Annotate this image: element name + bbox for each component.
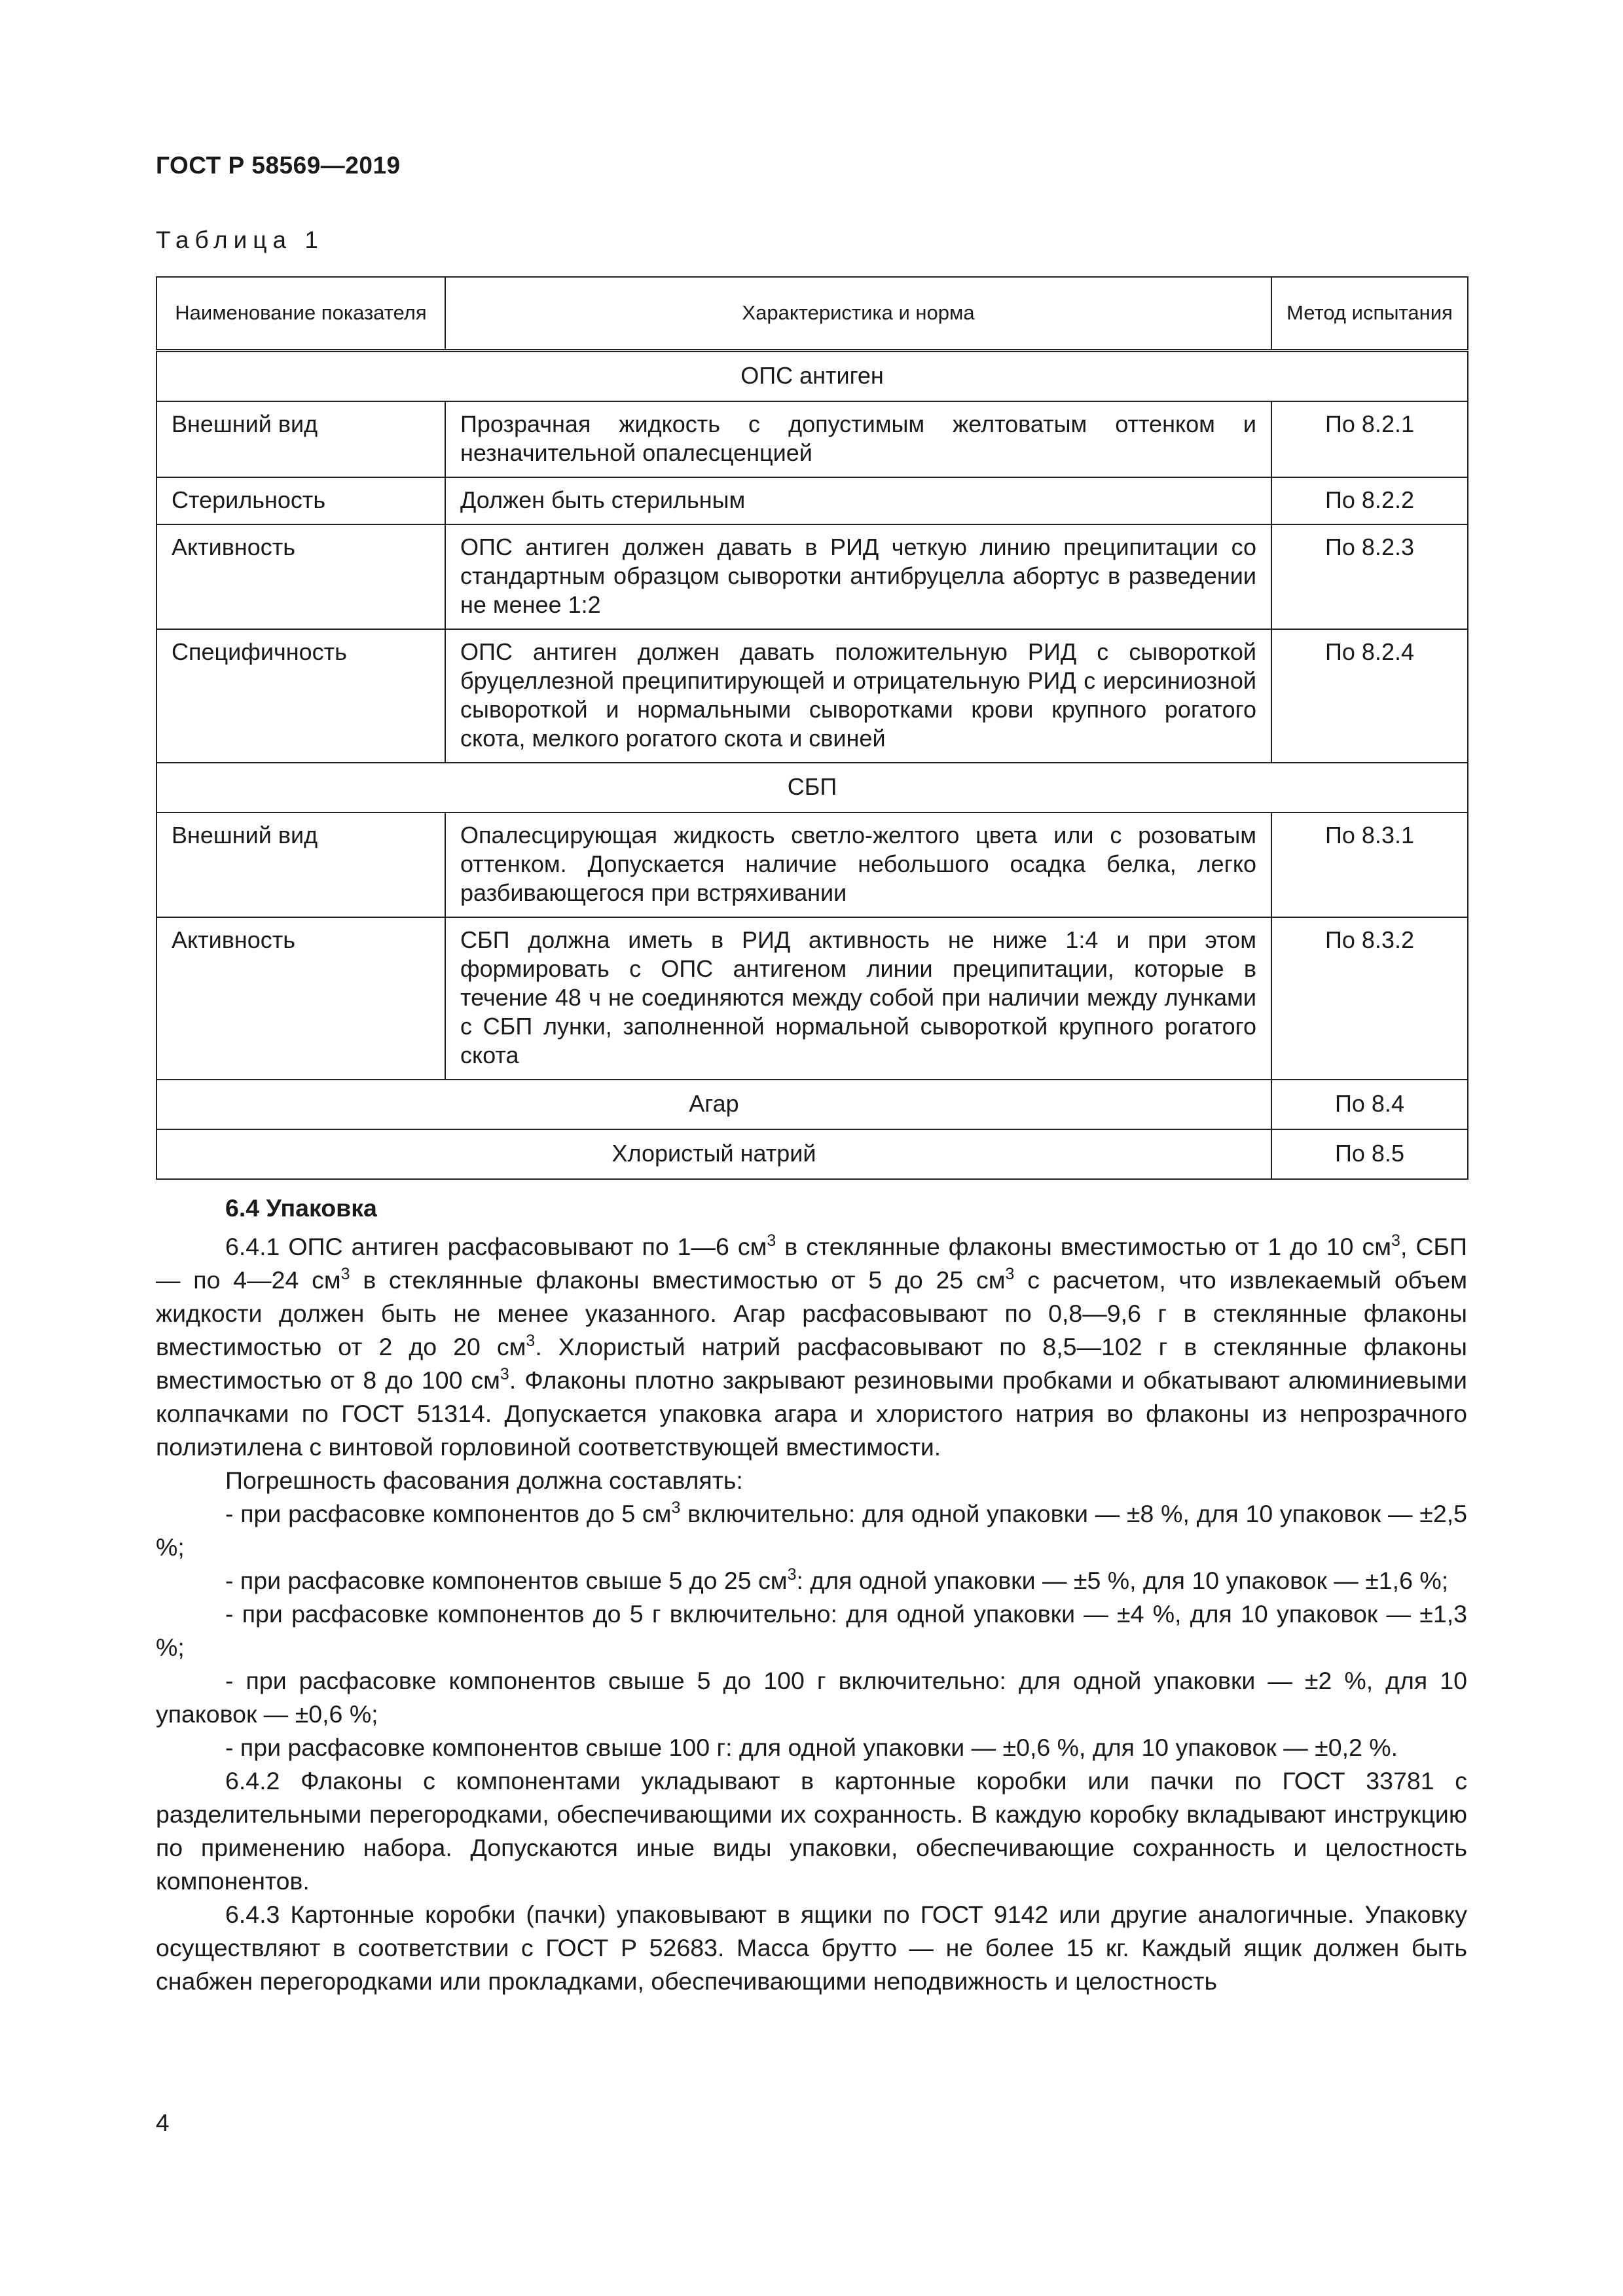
tolerance-intro: Погрешность фасования должна составлять: [225, 1467, 743, 1494]
row-name: Хлористый натрий [156, 1129, 1271, 1179]
row-name: Стерильность [156, 477, 445, 524]
text-run: в стеклянные флаконы вместимостью от 1 до 10 см [776, 1233, 1392, 1260]
tolerance-item: - при расфасовке компонентов свыше 5 до 100 г включительно: для одной упаковки — ±2 %, для 10 упаковок — ±0,6 %; [156, 1667, 1467, 1728]
table-row [156, 477, 1468, 524]
header-name: Наименование показателя [156, 277, 445, 350]
table-row [156, 524, 1468, 629]
superscript: 3 [340, 1265, 350, 1283]
superscript: 3 [1005, 1265, 1015, 1283]
text-run: 6.4.1 ОПС антиген расфасовывают по 1—6 см [225, 1233, 767, 1260]
row-desc: ОПС антиген должен давать в РИД четкую линию преципитации со стандартным образцом сыворотки антибруцелла абортус в разведении не менее 1:2 [445, 524, 1271, 629]
row-desc: СБП должна иметь в РИД активность не ниже 1:4 и при этом формировать с ОПС антигеном линии преципитации, которые в течение 48 ч не соединяются между собой при наличии между лунками с СБП лунки, заполненной нормальной сывороткой крупного рогатого скота [445, 917, 1271, 1080]
superscript: 3 [526, 1332, 536, 1350]
paragraph-6-4-1 [156, 1230, 1467, 1464]
text-run: . Хлористый натрий расфасовывают по 8,5—102 г в стеклянные флаконы вместимостью от 8 до 100 см [156, 1333, 1467, 1394]
row-name: Активность [156, 524, 445, 629]
tolerance-item [156, 1564, 1467, 1597]
row-name: Внешний вид [156, 401, 445, 477]
text-run: включительно: для одной упаковки — ±8 %, для 10 упаковок — ±2,5 %; [156, 1500, 1467, 1561]
superscript: 3 [767, 1231, 776, 1250]
page-number: 4 [156, 2109, 170, 2136]
section-body [156, 1192, 1467, 1998]
row-method: По 8.2.4 [1271, 629, 1468, 763]
text-run: : для одной упаковки — ±5 %, для 10 упаковок — ±1,6 %; [796, 1567, 1449, 1594]
table-caption: Таблица 1 [156, 227, 324, 253]
superscript: 3 [671, 1499, 681, 1517]
row-method: По 8.3.2 [1271, 917, 1468, 1080]
row-desc: Прозрачная жидкость с допустимым желтоватым оттенком и незначительной опалесценцией [445, 401, 1271, 477]
tolerance-item: - при расфасовке компонентов до 5 г включительно: для одной упаковки — ±4 %, для 10 упаковок — ±1,3 %; [156, 1600, 1467, 1661]
paragraph-6-4-2: 6.4.2 Флаконы с компонентами укладывают в картонные коробки или пачки по ГОСТ 33781 с разделительными перегородками, обеспечивающими их сохранность. В каждую коробку вкладывают инструкцию по применению набора. Допускаются иные виды упаковки, обеспечивающие сохранность и целостность компонентов. [156, 1767, 1467, 1895]
row-desc: ОПС антиген должен давать положительную РИД с сывороткой бруцеллезной преципитирующей и отрицательную РИД с иерсиниозной сывороткой и нормальными сыворотками крови крупного рогатого скота, мелкого рогатого скота и свиней [445, 629, 1271, 763]
superscript: 3 [787, 1565, 797, 1584]
section-row-ops [156, 350, 1468, 401]
row-name: Внешний вид [156, 812, 445, 917]
row-name: Агар [156, 1080, 1271, 1129]
row-name: Специфичность [156, 629, 445, 763]
row-method: По 8.5 [1271, 1129, 1468, 1179]
paragraph-6-4-3: 6.4.3 Картонные коробки (пачки) упаковывают в ящики по ГОСТ 9142 или другие аналогичные. Упаковку осуществляют в соответствии с ГОСТ Р 52683. Масса брутто — не более 15 кг. Каждый ящик должен быть снабжен перегородками или прокладками, обеспечивающими неподвижность и целостность [156, 1901, 1467, 1995]
specification-table [156, 276, 1468, 1180]
table-row [156, 1080, 1468, 1129]
text-run: с расчетом, что извлекаемый объем жидкости должен быть не менее указанного. Агар расфасовывают по 0,8—9,6 г в стеклянные флаконы вместимостью от 2 до 20 см [156, 1266, 1467, 1360]
section-title: 6.4 Упаковка [225, 1194, 377, 1222]
section-ops-label: ОПС антиген [156, 350, 1468, 401]
section-row-sbp [156, 763, 1468, 812]
tolerance-item [156, 1497, 1467, 1564]
header-method: Метод испытания [1271, 277, 1468, 350]
header-desc: Характеристика и норма [445, 277, 1271, 350]
table-header-row [156, 277, 1468, 350]
section-sbp-label: СБП [156, 763, 1468, 812]
row-method: По 8.2.1 [1271, 401, 1468, 477]
row-desc: Должен быть стерильным [445, 477, 1271, 524]
superscript: 3 [500, 1365, 509, 1383]
table-row [156, 812, 1468, 917]
row-method: По 8.3.1 [1271, 812, 1468, 917]
table-row [156, 917, 1468, 1080]
table-row [156, 1129, 1468, 1179]
row-name: Активность [156, 917, 445, 1080]
document-header: ГОСТ Р 58569—2019 [156, 152, 401, 179]
table-row [156, 629, 1468, 763]
superscript: 3 [1391, 1231, 1400, 1250]
row-desc: Опалесцирующая жидкость светло-желтого цвета или с розоватым оттенком. Допускается наличие небольшого осадка белка, легко разбивающегося при встряхивании [445, 812, 1271, 917]
tolerance-item: - при расфасовке компонентов свыше 100 г: для одной упаковки — ±0,6 %, для 10 упаковок — ±0,2 %. [225, 1734, 1398, 1761]
text-run: - при расфасовке компонентов свыше 5 до 25 см [225, 1567, 788, 1594]
row-method: По 8.2.2 [1271, 477, 1468, 524]
text-run: . Флаконы плотно закрывают резиновыми пробками и обкатывают алюминиевыми колпачками по ГОСТ 51314. Допускается упаковка агара и хлористого натрия во флаконы из непрозрачного полиэтилена с винтовой горловиной соответствующей вместимости. [156, 1366, 1468, 1461]
row-method: По 8.4 [1271, 1080, 1468, 1129]
row-method: По 8.2.3 [1271, 524, 1468, 629]
text-run: , СБП — по 4—24 см [156, 1233, 1467, 1294]
text-run: - при расфасовке компонентов до 5 см [225, 1500, 672, 1527]
table-row [156, 401, 1468, 477]
text-run: в стеклянные флаконы вместимостью от 5 до 25 см [350, 1266, 1006, 1294]
